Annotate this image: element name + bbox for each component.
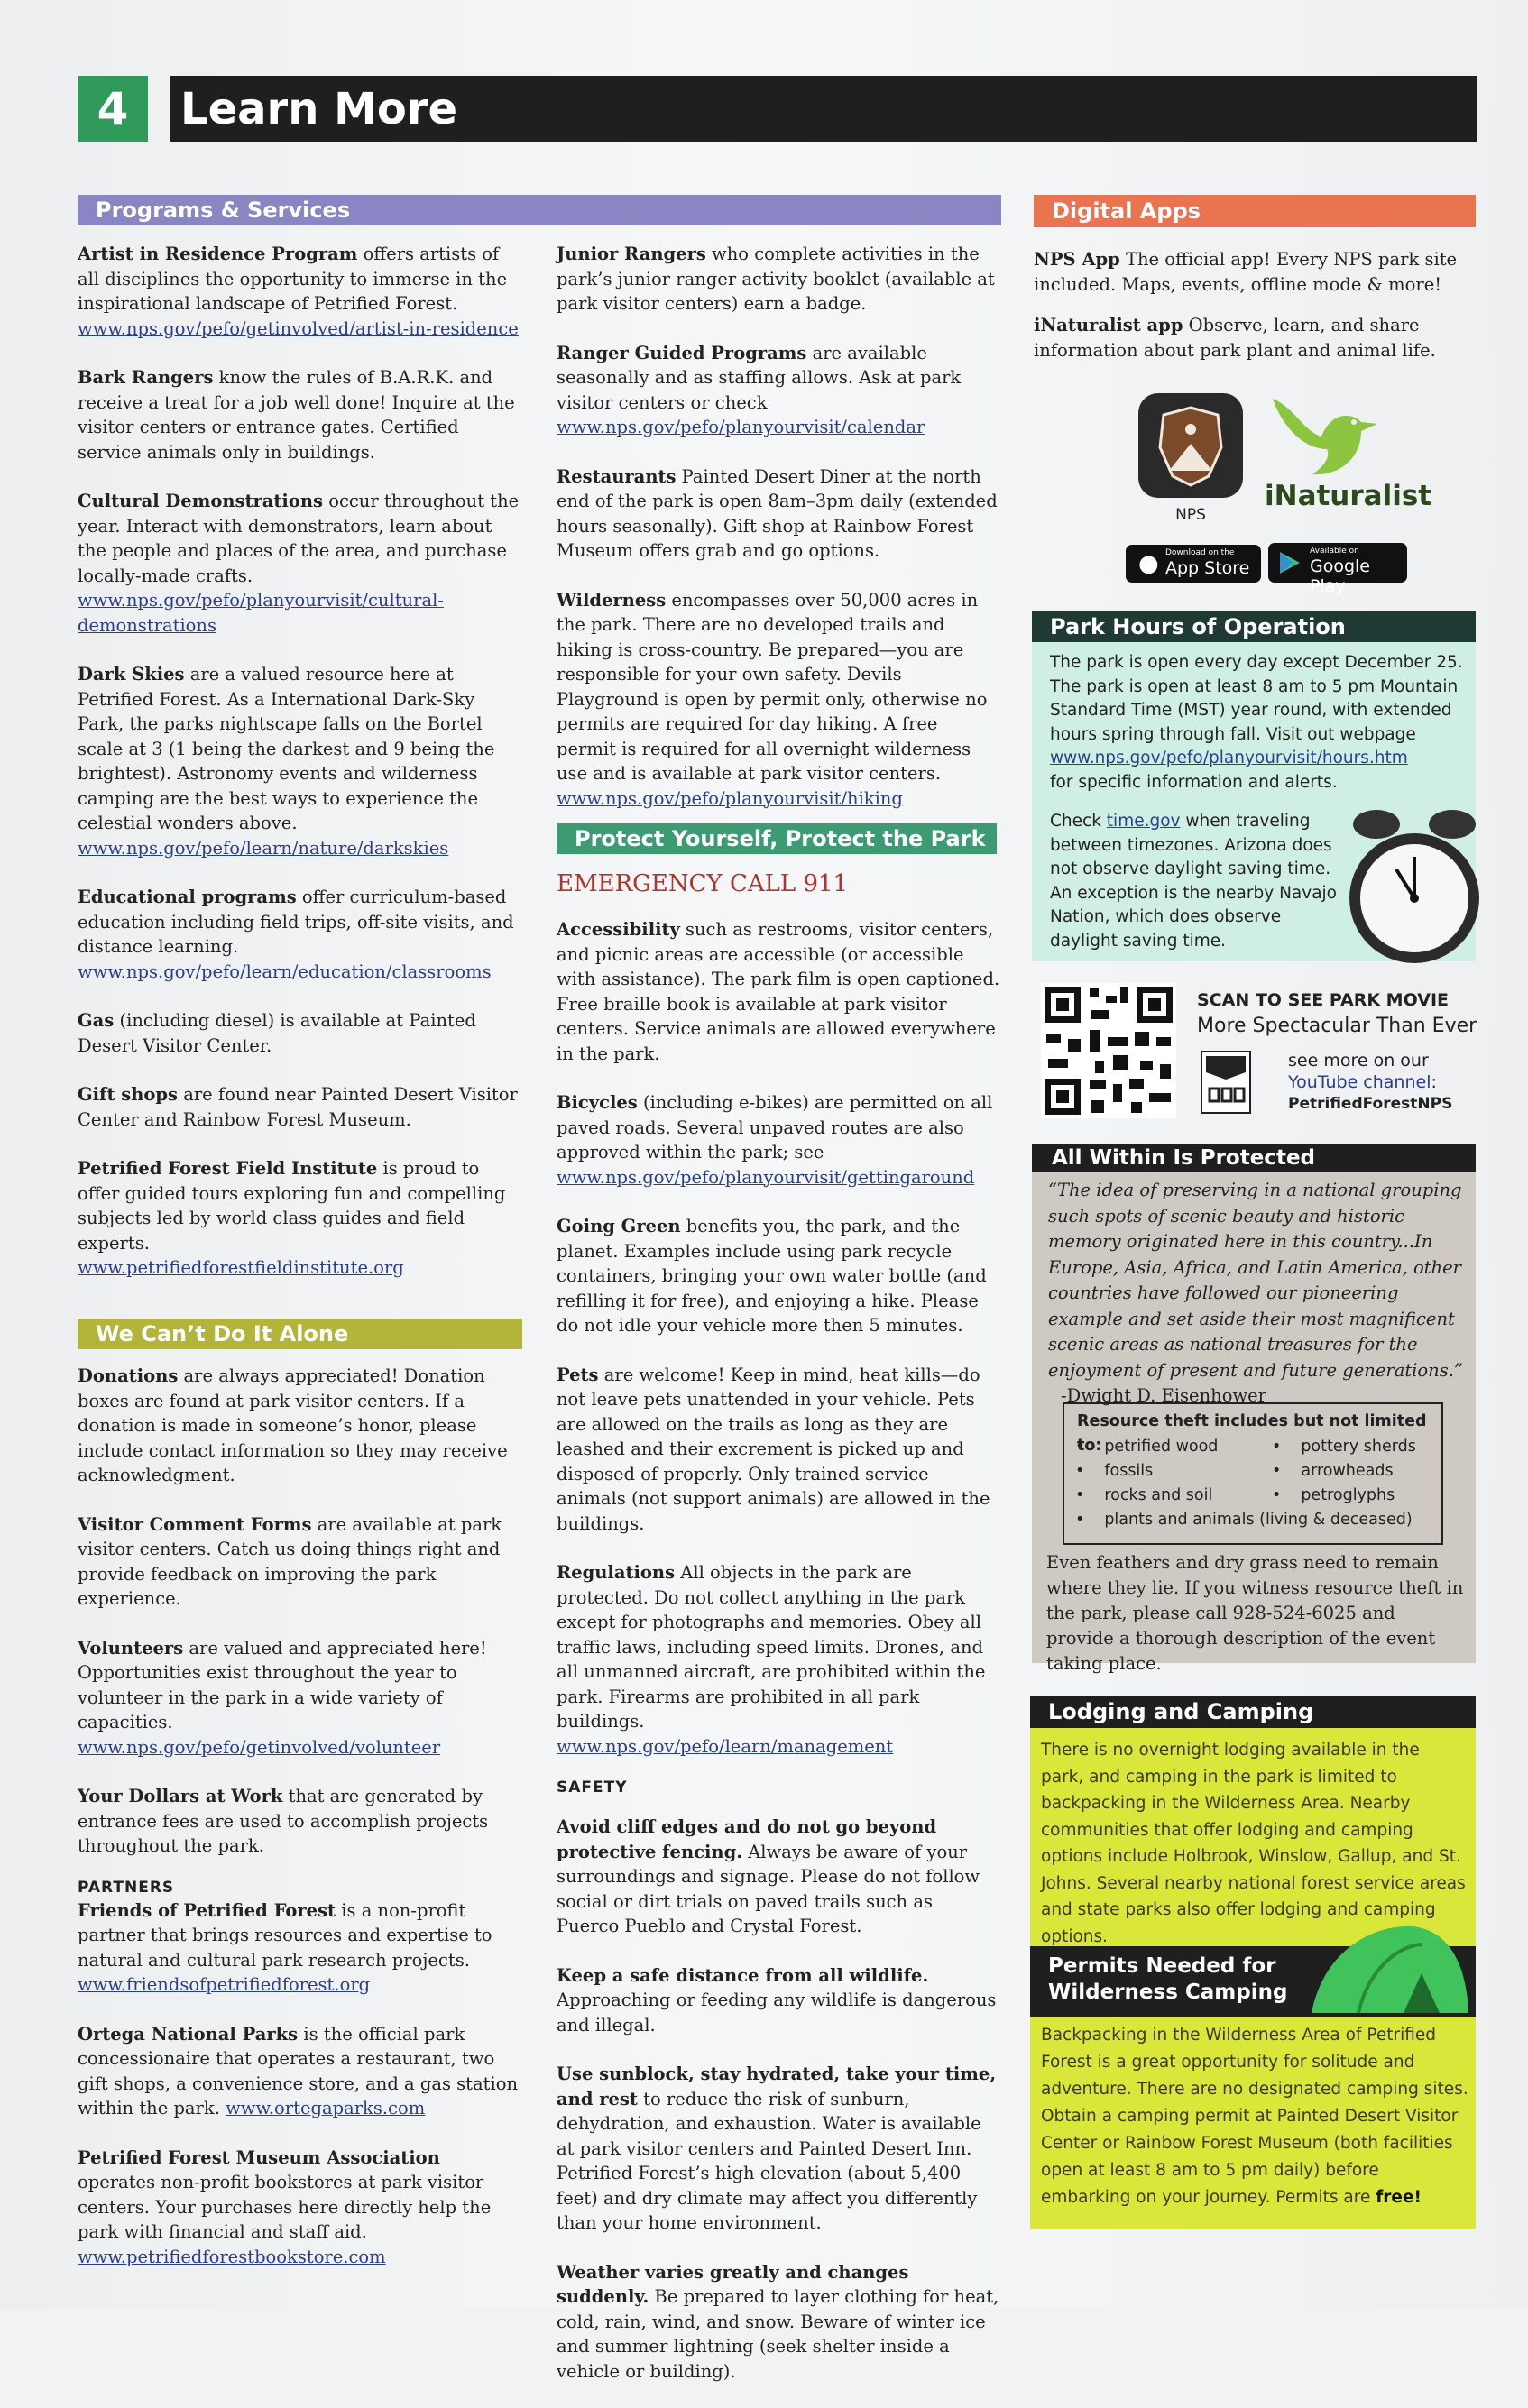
alone-term: Volunteers [78, 1637, 184, 1659]
protect-item [557, 917, 1000, 1066]
program-item [78, 1082, 521, 1132]
app-store-badge[interactable] [1126, 545, 1261, 583]
time-gov-link[interactable]: time.gov [1106, 812, 1181, 831]
alone-text: are always appreciated! Donation boxes are found at park visitor centers. If a donation is made in someone’s honor, please include contact information so they may receive acknowledgment. [78, 1365, 508, 1485]
protected-heading: All Within Is Protected [1032, 1144, 1476, 1172]
inat-app-desc [1034, 313, 1476, 363]
youtube-colon: : [1431, 1072, 1437, 1092]
lodging-text: There is no overnight lodging available in the park, and camping in the park is limited to backpacking in the Wilderness Area. Nearby communities that offer lodging and camping options include Holbrook, Winslow, Gallup, and St. Johns. Several nearby national forest service areas and state parks also offer lodging and camping options. [1041, 1741, 1466, 1946]
middle-item [557, 242, 1000, 317]
hours-paragraph: The park is open every day except December 25. The park is open at least 8 am to 5 pm Mountain Standard Time (MST) year round, with extended hours spring through fall. Visit out webpage [1050, 653, 1463, 744]
partner-item [78, 2146, 521, 2270]
nps-app-desc [1034, 247, 1476, 297]
youtube-info [1288, 1050, 1487, 1115]
alarm-clock-icon [1346, 804, 1483, 976]
middle-item [557, 341, 1000, 440]
alone-item [78, 1784, 521, 1859]
alone-text: are valued and appreciated here! Opportunities exist throughout the year to volunteer in the park in a wide variety of capacities. [78, 1637, 487, 1732]
alone-text: are available at park visitor centers. Catch us doing things right and provide feedback on improving the park experience. [78, 1513, 502, 1609]
partner-item [78, 1898, 521, 1998]
permits-text [1041, 2022, 1468, 2211]
theft-title: Resource theft includes but not limited to: [1077, 1412, 1427, 1455]
protect-link[interactable]: www.nps.gov/pefo/planyourvisit/gettingaround [557, 1166, 975, 1188]
programs-heading: Programs & Services [78, 195, 1001, 225]
protect-heading: Protect Yourself, Protect the Park [557, 823, 997, 854]
protect-text: (including e-bikes) are permitted on all paved roads. Several unpaved routes are also approved within the park; see [557, 1092, 993, 1163]
partner-text: is the official park concessionaire that operates a restaurant, two gift shops, a convenience store, and a gas station within the park. [78, 2023, 519, 2118]
theater-seats-icon [1201, 1051, 1251, 1114]
partner-term: Petrified Forest Museum Association [78, 2146, 440, 2168]
page-title: Learn More [170, 76, 1477, 142]
safety-term: Avoid cliff edges and do not go beyond protective fencing. [557, 1816, 937, 1862]
middle-text: encompasses over 50,000 acres in the park. There are no developed trails and hiking is cross-country. Be prepared—you are responsible for your own safety. Devils Playground is open by permit only, otherwise no permits are required for day hiking. A free permit is required for all overnight wilderness use and is available at park visitor centers. [557, 589, 988, 784]
google-play-small-text: Available on [1310, 547, 1359, 556]
safety-term: Keep a safe distance from all wildlife. [557, 1964, 929, 1986]
program-term: Gas [78, 1010, 115, 1031]
nps-app-icon[interactable] [1138, 393, 1243, 498]
safety-label: SAFETY [557, 1778, 628, 1797]
protected-box [1032, 1144, 1476, 1674]
safety-term: Use sunblock, stay hydrated, take your time, and rest [557, 2063, 997, 2109]
apps-heading: Digital Apps [1034, 195, 1476, 227]
program-term: Bark Rangers [78, 367, 214, 388]
program-link[interactable]: www.nps.gov/pefo/getinvolved/artist-in-residence [78, 317, 519, 339]
partner-text: operates non-profit bookstores at park visitor centers. Your purchases here directly help the park with financial and staff aid. [78, 2172, 492, 2242]
section-number: 4 [78, 76, 148, 142]
scan-movie-label: SCAN TO SEE PARK MOVIE [1197, 990, 1449, 1010]
quote-text: “The idea of preserving in a national grouping such spots of scenic beauty and historic memory originated here in this country...In Europe, Asia, Africa, and Latin America, other countries have followed our pioneering example and set aside their most magnificent scenic areas as national treasures for the enjoyment of present and future generations.” [1048, 1180, 1463, 1381]
theft-box [1063, 1402, 1443, 1545]
permits-paragraph: Backpacking in the Wilderness Area of Petrified Forest is a great opportunity for solitude and adventure. There are no designated camping sites. Obtain a camping permit at Painted Desert Visitor Center or Rainbow Forest Museum (both facilities open at least 8 am to 5 pm daily) before embarking on your journey. Permits are [1041, 2026, 1468, 2207]
alone-text: that are generated by entrance fees are used to accomplish projects throughout the park. [78, 1786, 489, 1856]
timezone-paragraph: when traveling between timezones. Arizona does not observe daylight saving time. An exception is the nearby Navajo Nation, which does observe daylight saving time. [1050, 812, 1337, 951]
program-item [78, 1008, 521, 1058]
protect-term: Bicycles [557, 1092, 638, 1113]
theft-item: • rocks and soil [1075, 1484, 1218, 1508]
middle-text: are available seasonally and as staffing allows. Ask at park visitor centers or check [557, 342, 962, 413]
protect-item [557, 1560, 1000, 1759]
google-play-text: Google Play [1310, 556, 1371, 596]
nps-app-term: NPS App [1034, 249, 1120, 270]
tent-icon [1304, 1919, 1474, 2018]
hours-paragraph-end: for specific information and alerts. [1050, 772, 1338, 792]
theft-item: • petroglyphs [1272, 1484, 1416, 1508]
program-item [78, 489, 521, 638]
middle-item [557, 588, 1000, 812]
inat-app-text: Observe, learn, and share information about park plant and animal life. [1034, 315, 1436, 361]
safety-term: Weather varies greatly and changes suddenly. [557, 2261, 909, 2307]
program-term: Gift shops [78, 1084, 179, 1105]
theft-item: • petrified wood [1075, 1435, 1218, 1459]
safety-text: to reduce the risk of sunburn, dehydration, and exhaustion. Water is available at park visitor centers and Painted Desert Inn. Petrified Forest’s high elevation (about 5,400 feet) and dry climate may affect you differently than your home environment. [557, 2088, 981, 2233]
protect-text: All objects in the park are protected. Do not collect anything in the park except for photographs and memories. Obey all traffic laws, including speed limits. Drones, and all unmanned aircraft, are prohibited within the park. Firearms are prohibited in all park buildings. [557, 1562, 986, 1732]
middle-term: Junior Rangers [557, 244, 706, 264]
alone-link[interactable]: www.nps.gov/pefo/getinvolved/volunteer [78, 1736, 441, 1758]
alone-item [78, 1512, 521, 1612]
safety-item [557, 1815, 1000, 1939]
safety-text: Always be aware of your surroundings and signage. Please do not follow social or dirt trials on paved trails such as Puerco Pueblo and Crystal Forest. [557, 1841, 980, 1936]
play-icon [1277, 550, 1302, 575]
safety-item [557, 2260, 1000, 2385]
alone-term: Your Dollars at Work [78, 1786, 283, 1806]
protect-text: are welcome! Keep in mind, heat kills—do not leave pets unattended in your vehicle. Pets are allowed on the trails as long as they are leashed and their excrement is picked up and disposed of properly. Only trained service animals (not support animals) are allowed in the buildings. [557, 1364, 990, 1534]
program-link[interactable]: www.nps.gov/pefo/learn/nature/darkskies [78, 837, 449, 859]
alone-column [78, 1319, 521, 2293]
apple-icon: ● [1138, 550, 1159, 577]
program-text: are a valued resource here at Petrified Forest. As a International Dark-Sky Park, the parks nightscape falls on the Bortel scale at 3 (1 being the darkest and 9 being the brightest). Astronomy events and wilderness camping are the best ways to experience the celestial wonders above. [78, 664, 495, 833]
digital-apps-section [1034, 195, 1476, 387]
park-hours-text [1050, 651, 1465, 795]
partner-term: Friends of Petrified Forest [78, 1899, 336, 1921]
middle-term: Ranger Guided Programs [557, 342, 807, 363]
protect-link[interactable]: www.nps.gov/pefo/learn/management [557, 1735, 894, 1757]
safety-text: Approaching or feeding any wildlife is dangerous and illegal. [557, 1990, 997, 2036]
program-term: Cultural Demonstrations [78, 491, 324, 511]
middle-term: Wilderness [557, 589, 667, 611]
youtube-link[interactable]: YouTube channel [1288, 1072, 1431, 1092]
park-hours-heading: Park Hours of Operation [1032, 611, 1476, 642]
app-store-small-text: Download on the [1165, 548, 1235, 557]
program-term: Educational programs [78, 887, 297, 907]
movie-subtitle: More Spectacular Than Ever [1197, 1015, 1477, 1037]
program-text: are found near Painted Desert Visitor Center and Rainbow Forest Museum. [78, 1084, 518, 1130]
middle-term: Restaurants [557, 465, 677, 487]
alone-item [78, 1636, 521, 1760]
partner-link[interactable]: www.ortegaparks.com [226, 2098, 426, 2118]
program-link[interactable]: www.petrifiedforestfieldinstitute.org [78, 1257, 404, 1278]
protect-item [557, 1090, 1000, 1190]
nps-arrowhead-icon [1138, 393, 1243, 498]
lodging-heading: Lodging and Camping [1030, 1696, 1476, 1728]
partner-link[interactable]: www.petrifiedforestbookstore.com [78, 2246, 386, 2267]
theft-item: • arrowheads [1272, 1459, 1416, 1484]
google-play-badge[interactable] [1268, 543, 1407, 596]
inaturalist-bird-icon [1267, 386, 1385, 485]
safety-item [557, 2062, 1000, 2236]
partners-label: PARTNERS [78, 1878, 175, 1897]
program-term: Dark Skies [78, 664, 185, 685]
program-text: is proud to offer guided tours exploring fun and compelling subjects led by world class guides and field experts. [78, 1158, 506, 1254]
permits-title-line1: Permits Needed for [1048, 1954, 1276, 1978]
protect-item [557, 1214, 1000, 1338]
protect-text: benefits you, the park, and the planet. Examples include using park recycle containers, bringing your own water bottle (and refilling it for free), and enjoying a hike. Please do not idle your vehicle more then 5 minutes. [557, 1216, 987, 1336]
program-item [78, 885, 521, 984]
program-item [78, 365, 521, 464]
protect-item [557, 1363, 1000, 1537]
middle-item [557, 464, 1000, 564]
program-text: (including diesel) is available at Painted Desert Visitor Center. [78, 1010, 476, 1056]
protect-term: Going Green [557, 1216, 681, 1236]
alone-term: Visitor Comment Forms [78, 1513, 312, 1535]
partner-term: Ortega National Parks [78, 2023, 299, 2045]
quote-author: -Dwight D. Eisenhower [1061, 1385, 1266, 1406]
program-text: occur throughout the year. Interact with demonstrators, learn about the people and places of the area, and purchase locally-made crafts. [78, 491, 520, 586]
safety-item [557, 1963, 1000, 2038]
middle-text: Painted Desert Diner at the north end of the park is open 8am–3pm daily (extended hours seasonally). Gift shop at Rainbow Forest Museum offers grab and go options. [557, 465, 998, 561]
timezone-text [1050, 810, 1348, 953]
check-text: Check [1050, 812, 1107, 831]
program-term: Artist in Residence Program [78, 244, 358, 264]
theft-item: • plants and animals (living & deceased) [1075, 1508, 1413, 1532]
permits-free: free! [1376, 2188, 1422, 2207]
program-item [78, 1156, 521, 1281]
partner-item [78, 2022, 521, 2121]
theft-list-left [1075, 1435, 1218, 1508]
partner-text: is a non-profit partner that brings resources and expertise to natural and cultural park research projects. [78, 1899, 492, 1971]
program-item [78, 242, 521, 341]
nps-app-label: NPS [1175, 506, 1206, 524]
partner-link[interactable]: www.friendsofpetrifiedforest.org [78, 1974, 371, 1995]
program-item [78, 662, 521, 860]
theft-item: • pottery sherds [1272, 1435, 1416, 1459]
middle-text: who complete activities in the park’s junior ranger activity booklet (available at park visitor centers) earn a badge. [557, 244, 995, 314]
inat-app-term: iNaturalist app [1034, 315, 1183, 335]
program-term: Petrified Forest Field Institute [78, 1158, 378, 1179]
theft-closing: Even feathers and dry grass need to remain where they lie. If you witness resource theft in the park, please call 928-524-6025 and provide a thorough description of the event taking place. [1046, 1552, 1464, 1674]
alone-term: Donations [78, 1365, 179, 1386]
left-column [78, 195, 521, 1305]
see-more-text: see more on our [1288, 1051, 1429, 1071]
permits-title-line2: Wilderness Camping [1048, 1981, 1288, 2004]
program-link[interactable]: www.nps.gov/pefo/learn/education/classrooms [78, 960, 492, 982]
eisenhower-quote [1048, 1178, 1463, 1410]
program-text: offers artists of all disciplines the opportunity to immerse in the inspirational landscape of Petrified Forest. [78, 244, 508, 314]
middle-column [557, 242, 1000, 2408]
emergency-call: EMERGENCY CALL 911 [557, 870, 849, 897]
theft-list-right [1272, 1435, 1416, 1508]
qr-code[interactable] [1041, 983, 1176, 1118]
protect-text: such as restrooms, visitor centers, and picnic areas are accessible (or accessible with assistance). The park film is open captioned. Free braille book is available at park visitor centers. Service animals are allowed everywhere in the park. [557, 919, 1000, 1064]
protect-term: Accessibility [557, 919, 680, 940]
program-text: know the rules of B.A.R.K. and receive a treat for a job well done! Inquire at the visitor centers or entrance gates. Certified service animals only in buildings. [78, 367, 515, 463]
inaturalist-label: iNaturalist [1265, 480, 1432, 512]
hours-link[interactable]: www.nps.gov/pefo/planyourvisit/hours.htm [1050, 749, 1408, 767]
theft-item: • fossils [1075, 1459, 1218, 1484]
middle-link[interactable]: www.nps.gov/pefo/planyourvisit/calendar [557, 417, 925, 437]
nps-app-text: The official app! Every NPS park site included. Maps, events, offline mode & more! [1034, 249, 1458, 295]
programs-list [78, 242, 521, 1281]
program-link[interactable]: www.nps.gov/pefo/planyourvisit/cultural-demonstrations [78, 590, 444, 636]
program-text: offer curriculum-based education including field trips, off-site visits, and distance learning. [78, 887, 514, 957]
protect-term: Pets [557, 1364, 599, 1385]
alone-heading: We Can’t Do It Alone [78, 1319, 522, 1349]
alone-item [78, 1364, 521, 1488]
middle-link[interactable]: www.nps.gov/pefo/planyourvisit/hiking [557, 787, 903, 809]
safety-text: Be prepared to layer clothing for heat, cold, rain, wind, and snow. Beware of winter ice and summer lightning (seek shelter inside a vehicle or building). [557, 2286, 999, 2382]
app-store-text: App Store [1165, 558, 1250, 578]
channel-name: PetrifiedForestNPS [1288, 1095, 1453, 1113]
protect-term: Regulations [557, 1562, 676, 1583]
